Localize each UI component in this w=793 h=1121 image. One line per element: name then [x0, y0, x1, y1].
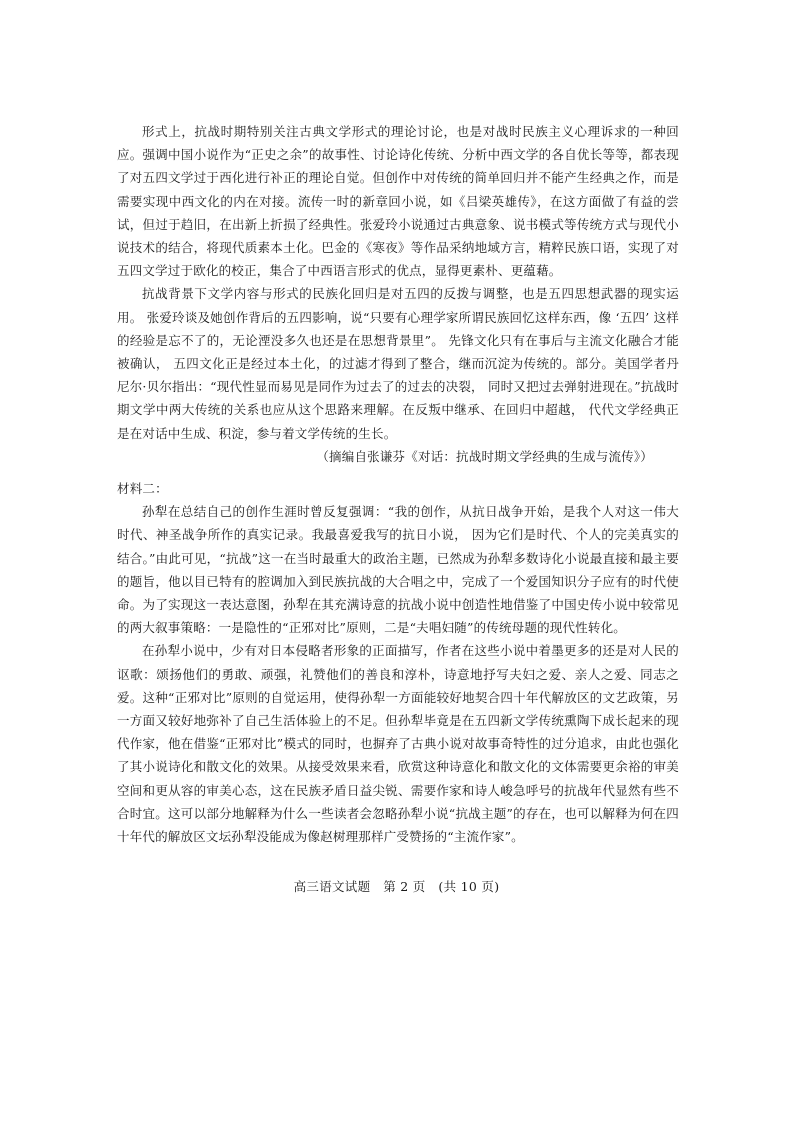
body-paragraph: 在孙犁小说中，少有对日本侵略者形象的正面描写，作者在这些小说中着墨更多的还是对人民的讴歌：颂扬他们的勇敢、顽强，礼赞他们的善良和淳朴，诗意地抒写夫妇之爱、亲人之爱、同志之爱。这种“正邪对比”原则的自觉运用，使得孙犁一方面能较好地契合四十年代解放区的文艺政策，另一方面又较好地弥补了自己生活体验上的不足。但孙犁毕竟是在五四新文学传统熏陶下成长起来的现代作家，他在借鉴“正邪对比”模式的同时，也摒弃了古典小说对故事奇特性的过分追求，由此也强化了其小说诗化和散文化的效果。从接受效果来看，欣赏这种诗意化和散文化的文体需要更余裕的审美空间和更从容的审美心态，这在民族矛盾日益尖锐、需要作家和诗人峻急呼号的抗战年代显然有些不合时宜。这可以部分地解释为什么一些读者会忽略孙犁小说“抗战主题”的存在，也可以解释为何在四十年代的解放区文坛孙犁没能成为像赵树理那样广受赞扬的“主流作家”。 — [117, 643, 679, 845]
body-paragraph: 形式上，抗战时期特别关注古典文学形式的理论讨论，也是对战时民族主义心理诉求的一种回应。强调中国小说作为“正史之余”的故事性、讨论诗化传统、分析中西文学的各自优长等等，都表现了对五四文学过于西化进行补正的理论自觉。但创作中对传统的简单回归并不能产生经典之作，而是需要实现中西文化的内在对接。流传一时的新章回小说，如《吕梁英雄传》，在这方面做了有益的尝试，但过于趋旧，在出新上折损了经典性。张爱玲小说通过古典意象、说书模式等传统方式与现代小说技术的结合，将现代质素本土化。巴金的《寒夜》等作品采纳地域方言，精粹民族口语，实现了对五四文学过于欧化的校正，集合了中西语言形式的优点，显得更素朴、更蕴藉。 — [117, 124, 679, 279]
body-paragraph: 抗战背景下文学内容与形式的民族化回归是对五四的反拨与调整，也是五四思想武器的现实运用。 张爱玲谈及她创作背后的五四影响，说“只要有心理学家所谓民族回忆这样东西，像 ‘五四’ 这样的经验是忘不了的，无论湮没多久也还是在思想背景里”。 先锋文化只有在事后与主流文化融合才能被确认， 五四文化正是经过本土化，的过滤才得到了整合，继而沉淀为传统的。部分。美国学者丹尼尔·贝尔指出：“现代性显而易见是同作为过去了的过去的决裂， 同时又把过去弹射进现在。”抗战时期文学中两大传统的关系也应从这个思路来理解。在反叛中继承、在回归中超越， 代代文学经典正是在对话中生成、积淀，参与着文学传统的生长。 — [117, 286, 679, 441]
source-citation: （摘编自张谦芬《对话：抗战时期文学经典的生成与流传》） — [316, 448, 653, 464]
page-footer: 高三语文试题 第 2 页 (共 10 页) — [293, 879, 500, 894]
material-heading: 材料二： — [117, 481, 168, 497]
document-body — [117, 120, 679, 848]
body-paragraph: 孙犁在总结自己的创作生涯时曾反复强调：“我的创作，从抗日战争开始，是我个人对这一伟大时代、神圣战争所作的真实记录。我最喜爱我写的抗日小说， 因为它们是时代、个人的完美真实的结合。”由此可见，“抗战”这一在当时最重大的政治主题，已然成为孙犁多数诗化小说最直接和最主要的题旨，他以目已特有的腔调加入到民族抗战的大合唱之中，完成了一个爱国知识分子应有的时代使命。为了实现这一表达意图，孙犁在其充满诗意的抗战小说中创造性地借鉴了中国史传小说中较常见的两大叙事策略：一是隐性的“正邪对比”原则，二是“夫唱妇随”的传统母题的现代性转化。 — [117, 504, 679, 636]
